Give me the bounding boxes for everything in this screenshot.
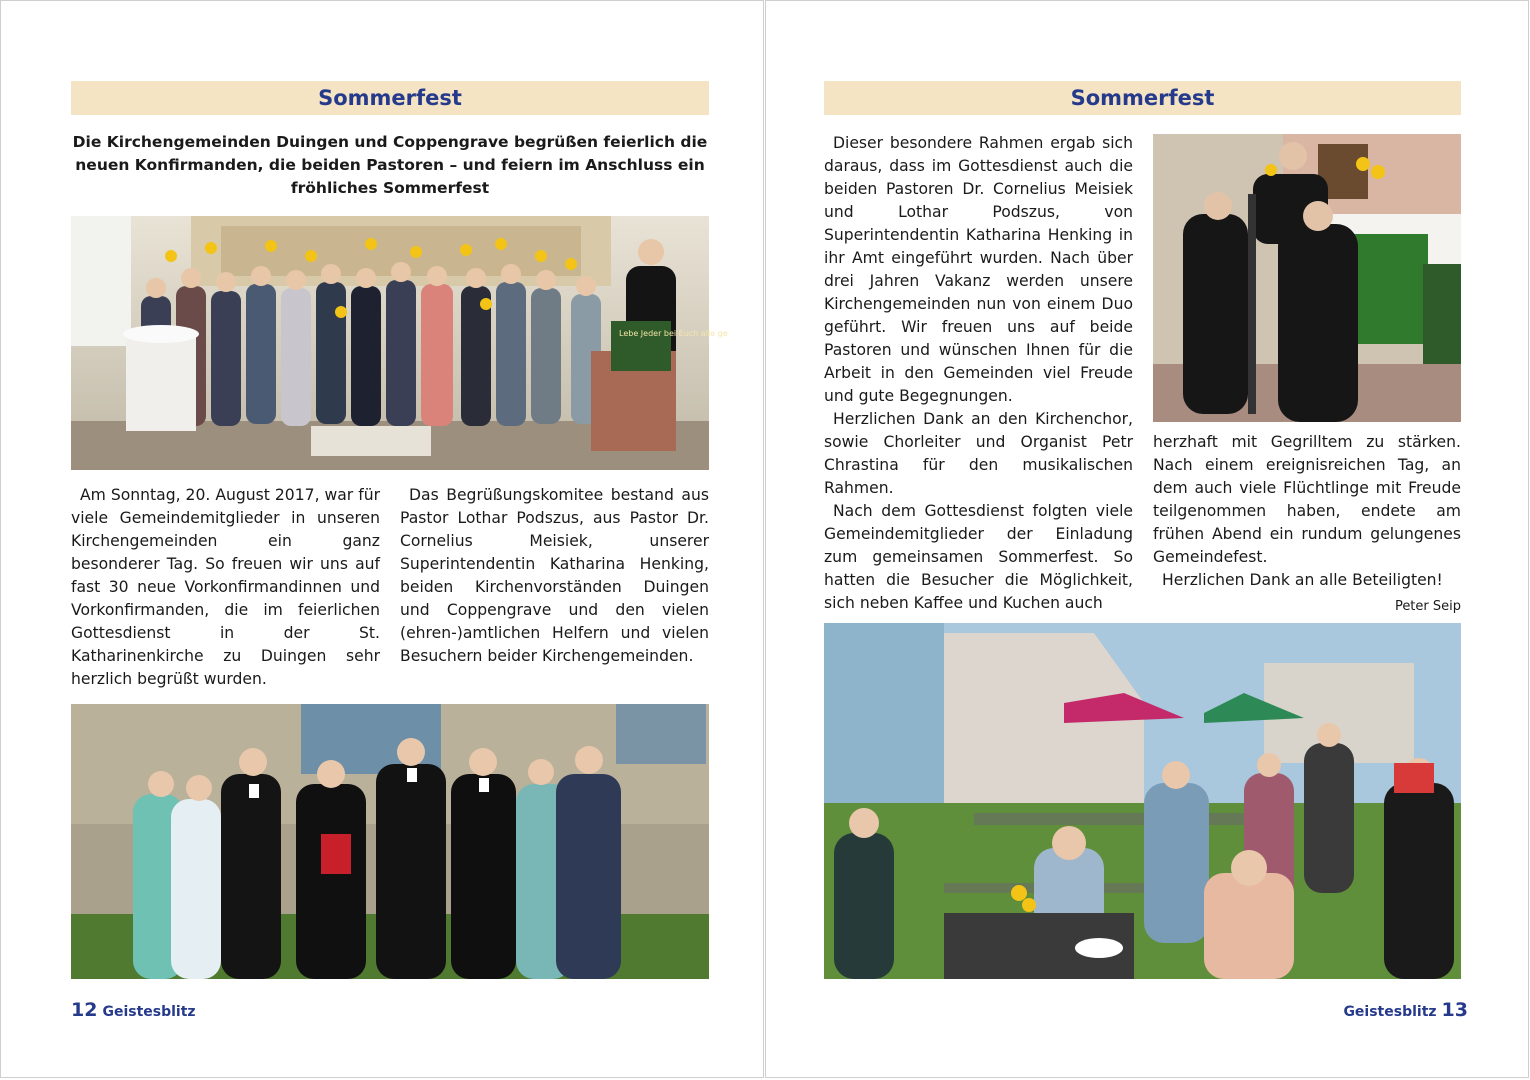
photo-group-image [71, 704, 709, 979]
paragraph-thanks-choir: Herzlichen Dank an den Kirchenchor, sowie Chorleiter und Organist Petr Chrastina für den musikalischen Rahmen. [824, 410, 1133, 497]
left-page [0, 0, 764, 1078]
page-number: 12 [71, 999, 98, 1021]
lead-paragraph: Die Kirchengemeinden Duingen und Coppengrave begrüßen feierlich die neuen Konfirmanden, die beiden Pastoren – und feiern im Anschluss ein fröhliches Sommerfest [72, 133, 708, 197]
photo-summerfest-image [824, 623, 1461, 979]
photo-summerfest [824, 623, 1461, 979]
paragraph-summerfest: Nach dem Gottesdienst folgten viele Gemeindemitglieder der Einladung zum gemeinsamen Sommerfest. So hatten die Besucher die Möglichkeit, sich neben Kaffee und Kuchen auch [824, 502, 1133, 612]
paragraph-grill: herzhaft mit Gegrilltem zu stärken. Nach einem ereignisreichen Tag, an dem auch viele Flüchtlinge mit Freude teilgenommen haben, endete am frühen Abend ein rundum gelungenes Gemeindefest. [1153, 433, 1461, 566]
paragraph-committee: Das Begrüßungskomitee bestand aus Pastor Lothar Podszus, aus Pastor Dr. Cornelius Meisiek, unserer Superintendentin Katharina Henking, beiden Kirchenvorständen Duingen und Coppengrave und den vielen (ehren-)amtlichen Helfern und vielen Besuchern beider Kirchengemeinden. [400, 486, 709, 665]
section-heading: Sommerfest [318, 86, 462, 110]
text-column-1 [824, 132, 1133, 615]
magazine-name: Geistesblitz [102, 1004, 196, 1020]
text-column-1 [71, 484, 380, 691]
text-column-2 [1153, 431, 1461, 618]
section-banner [71, 81, 709, 115]
photo-confirmands [71, 216, 728, 470]
page-footer-left [71, 999, 196, 1021]
paragraph-thanks-all [1153, 569, 1461, 614]
thanks-text: Herzlichen Dank an alle Beteiligten! [1162, 571, 1443, 589]
page-footer-right [1343, 999, 1468, 1021]
paragraph-installation: Dieser besondere Rahmen ergab sich daraus, dass im Gottesdienst auch die beiden Pastoren Dr. Cornelius Meisiek und Lothar Podszus, von Superintendentin Katharina Henking in ihr Amt eingeführt wurden. Nach über drei Jahren Vakanz werden unsere Kirchengemeinden nun von einem Duo geführt. Wir freuen uns auf beide Pastoren und wünschen Ihnen für die Arbeit in den Gemeinden viel Freude und gute Begegnungen. [824, 134, 1133, 405]
section-banner [824, 81, 1461, 115]
photo-group [71, 704, 709, 979]
section-heading: Sommerfest [1070, 86, 1215, 110]
photo-installation [1153, 134, 1461, 422]
pulpit-text: Lebe Jeder bei Euch alle ge [619, 329, 728, 338]
photo-installation-image [1153, 134, 1461, 422]
page-number: 13 [1441, 999, 1468, 1021]
right-page [765, 0, 1529, 1078]
text-column-2 [400, 484, 709, 668]
photo-confirmands-image [71, 216, 728, 470]
magazine-name: Geistesblitz [1343, 1004, 1437, 1020]
paragraph-intro: Am Sonntag, 20. August 2017, war für viele Gemeindemitglieder in unseren Kirchengemeinden ein ganz besonderer Tag. So freuen wir uns auf fast 30 neue Vorkonfirmandinnen und Vorkonfirmanden, die im feierlichen Gottesdienst in der St. Katharinenkirche zu Duingen sehr herzlich begrüßt wurden. [71, 486, 380, 688]
author-signature: Peter Seip [1394, 599, 1461, 614]
